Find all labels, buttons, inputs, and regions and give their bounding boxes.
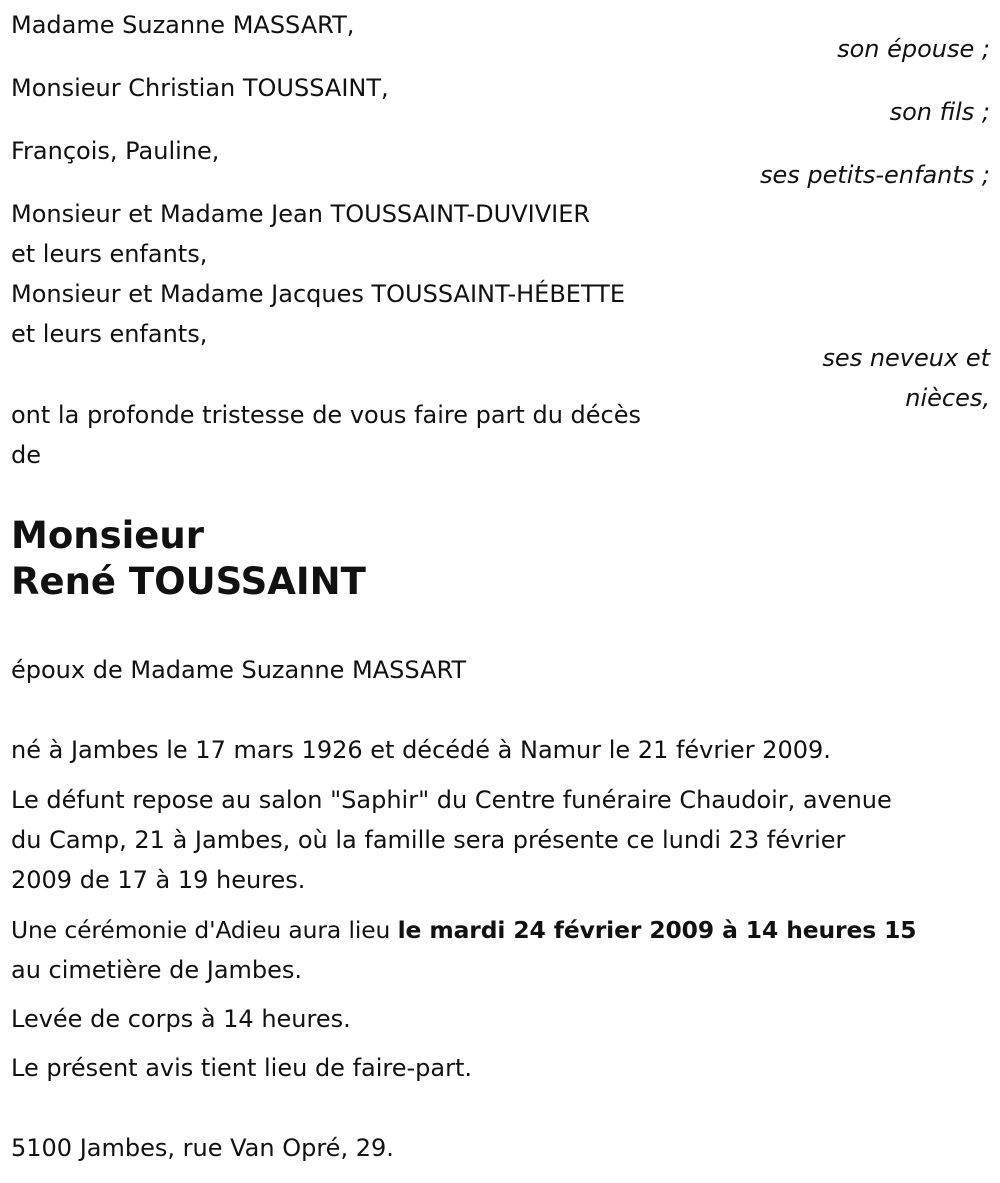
spouse-name: Madame Suzanne MASSART, [11,11,355,39]
son-relation: son fils ; [889,98,990,126]
ceremony-location: au cimetière de Jambes. [11,956,303,984]
deceased-title: Monsieur [11,514,204,557]
repose-line-2: du Camp, 21 à Jambes, où la famille sera présente ce lundi 23 février [11,826,846,854]
ceremony-line [11,910,916,950]
nephews-relation: ses neveux et [822,344,990,372]
deceased-spouse-of: époux de Madame Suzanne MASSART [11,656,467,684]
grandchildren-names: François, Pauline, [11,137,220,165]
ceremony-date: le mardi 24 février 2009 à 14 heures 15 [397,916,917,944]
son-name: Monsieur Christian TOUSSAINT, [11,74,389,102]
nephew-family-1-children: et leurs enfants, [11,240,208,268]
repose-line-3: 2009 de 17 à 19 heures. [11,866,306,894]
deceased-name: René TOUSSAINT [11,560,366,603]
grandchildren-relation: ses petits-enfants ; [759,161,990,189]
nephew-family-2-children: et leurs enfants, [11,320,208,348]
address-line: 5100 Jambes, rue Van Opré, 29. [11,1134,394,1162]
spouse-relation: son épouse ; [837,35,990,63]
repose-line-1: Le défunt repose au salon "Saphir" du Centre funéraire Chaudoir, avenue [11,786,892,814]
nephew-family-1: Monsieur et Madame Jean TOUSSAINT-DUVIVIER [11,200,591,228]
ceremony-prefix: Une cérémonie d'Adieu aura lieu [11,916,398,944]
notice-line: Le présent avis tient lieu de faire-part. [11,1054,473,1082]
birth-death-line: né à Jambes le 17 mars 1926 et décédé à Namur le 21 février 2009. [11,736,831,764]
nephews-relation-cont: nièces, [905,384,990,412]
announcement-text: ont la profonde tristesse de vous faire part du décès [11,401,641,429]
announcement-text-cont: de [11,441,41,469]
levee-line: Levée de corps à 14 heures. [11,1005,351,1033]
nephew-family-2: Monsieur et Madame Jacques TOUSSAINT-HÉBETTE [11,280,626,308]
